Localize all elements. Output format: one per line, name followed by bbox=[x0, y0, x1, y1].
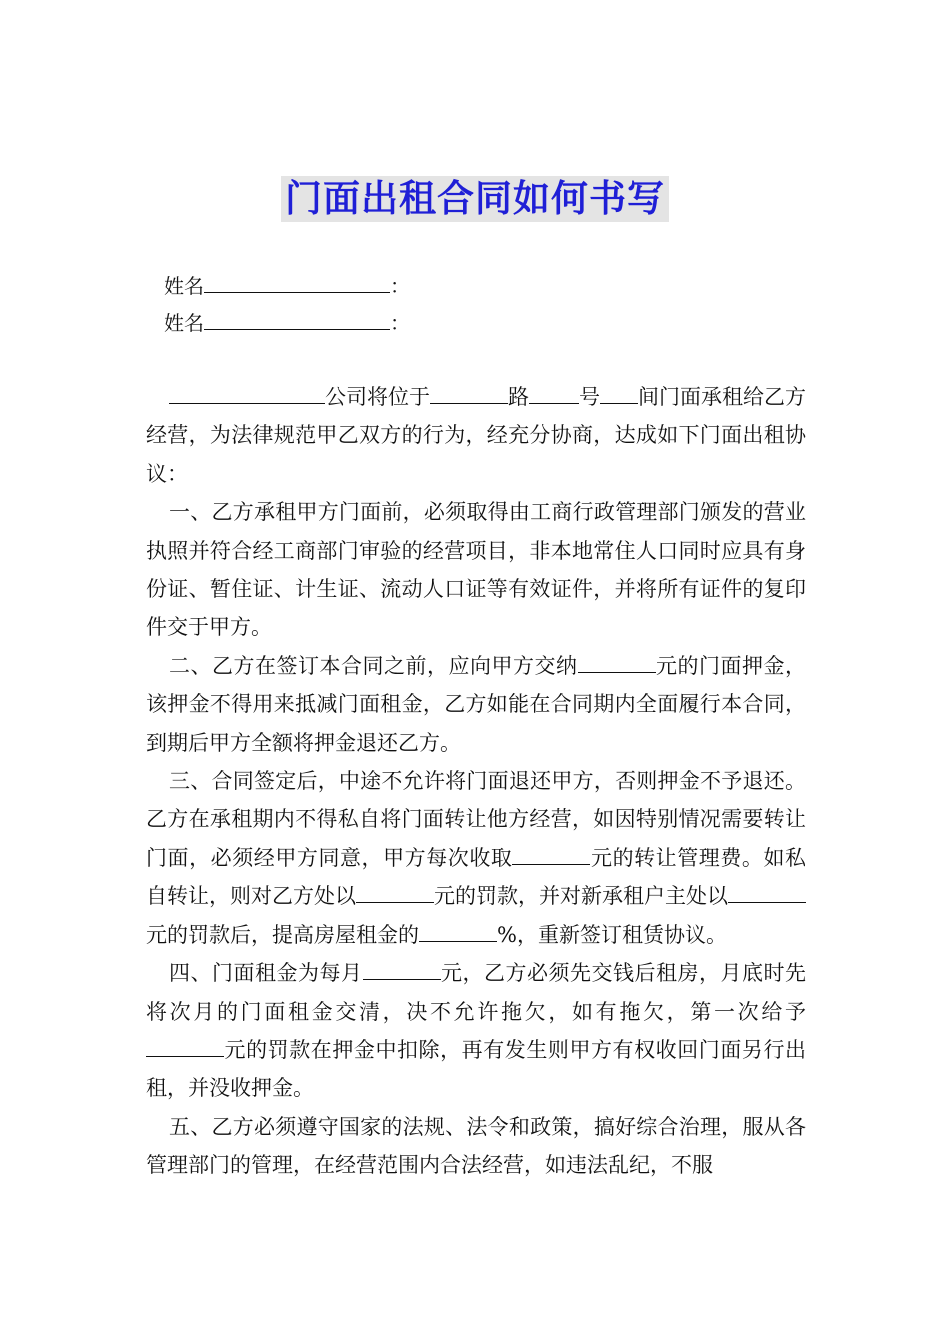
monthly-rent-blank bbox=[363, 957, 441, 980]
clause-3-text-b: 元的转让管理费。如私自转让，则对乙方处以 bbox=[146, 845, 807, 909]
clause-3 bbox=[146, 762, 806, 954]
deposit-blank bbox=[578, 650, 656, 673]
title-container bbox=[0, 176, 950, 222]
company-blank bbox=[169, 381, 325, 404]
clause-4-text-c: 元的罚款在押金中扣除，再有发生则甲方有权收回门面另行出租，并没收押金。 bbox=[146, 1037, 806, 1101]
late-penalty-blank bbox=[146, 1034, 224, 1057]
unit-blank bbox=[600, 381, 638, 404]
clause-2 bbox=[146, 647, 806, 762]
clause-1: 一、乙方承租甲方门面前，必须取得由工商行政管理部门颁发的营业执照并符合经工商部门审验的经营项目，非本地常住人口同时应具有身份证、暂住证、计生证、流动人口证等有效证件，并将所有证件的复印件交于甲方。 bbox=[146, 500, 806, 640]
document-title: 门面出租合同如何书写 bbox=[281, 176, 669, 222]
name-label: 姓名 bbox=[164, 311, 204, 335]
clause-5: 五、乙方必须遵守国家的法规、法令和政策，搞好综合治理，服从各管理部门的管理，在经营范围内合法经营，如违法乱纪，不服 bbox=[146, 1114, 806, 1178]
name-blank bbox=[204, 271, 390, 293]
transfer-fee-blank bbox=[512, 842, 590, 865]
clause-3-text-d: 元的罚款后，提高房屋租金的 bbox=[146, 922, 419, 947]
clause-4-text-b: 元，乙方必须先交钱后租房，月底时先将次月的门面租金交清，决不允许拖欠，如有拖欠，第一次给予 bbox=[146, 961, 806, 1024]
name-suffix: ： bbox=[390, 311, 410, 335]
name-label: 姓名 bbox=[164, 274, 204, 298]
clause-4-text-a: 四、门面租金为每月 bbox=[169, 961, 363, 986]
intro-paragraph bbox=[146, 378, 806, 493]
number-blank bbox=[529, 381, 579, 404]
clause-4 bbox=[146, 954, 806, 1108]
party-names bbox=[164, 268, 410, 342]
name-suffix: ： bbox=[390, 274, 410, 298]
name-blank bbox=[204, 308, 390, 330]
penalty-blank-1 bbox=[356, 880, 434, 903]
name-line-1 bbox=[164, 268, 410, 305]
rent-increase-blank bbox=[419, 919, 497, 942]
contract-body bbox=[146, 378, 806, 1185]
clause-2-text-a: 二、乙方在签订本合同之前，应向甲方交纳 bbox=[169, 653, 578, 678]
intro-text-3: 号 bbox=[579, 385, 600, 409]
clause-2-text-b: 元的门面押金，该押金不得用来抵减门面租金，乙方如能在合同期内全面履行本合同，到期后甲方全额将押金退还乙方。 bbox=[146, 653, 806, 755]
road-blank bbox=[430, 381, 508, 404]
intro-text-1: 公司将位于 bbox=[325, 385, 430, 409]
clause-3-text-c: 元的罚款，并对新承租户主处以 bbox=[434, 884, 728, 909]
clause-3-text-a: 三、合同签定后，中途不允许将门面退还甲方，否则押金不予退还。乙方在承租期内不得私自将门面转让他方经营，如因特别情况需要转让门面，必须经甲方同意，甲方每次收取 bbox=[146, 769, 806, 870]
penalty-blank-2 bbox=[728, 880, 806, 903]
intro-text-2: 路 bbox=[508, 385, 529, 409]
name-line-2 bbox=[164, 305, 410, 342]
intro-text-4: 间门面承租给乙方经营，为法律规范甲乙双方的行为，经充分协商，达成如下门面出租协议： bbox=[146, 385, 806, 486]
clause-3-text-e: %，重新签订租赁协议。 bbox=[497, 922, 727, 947]
